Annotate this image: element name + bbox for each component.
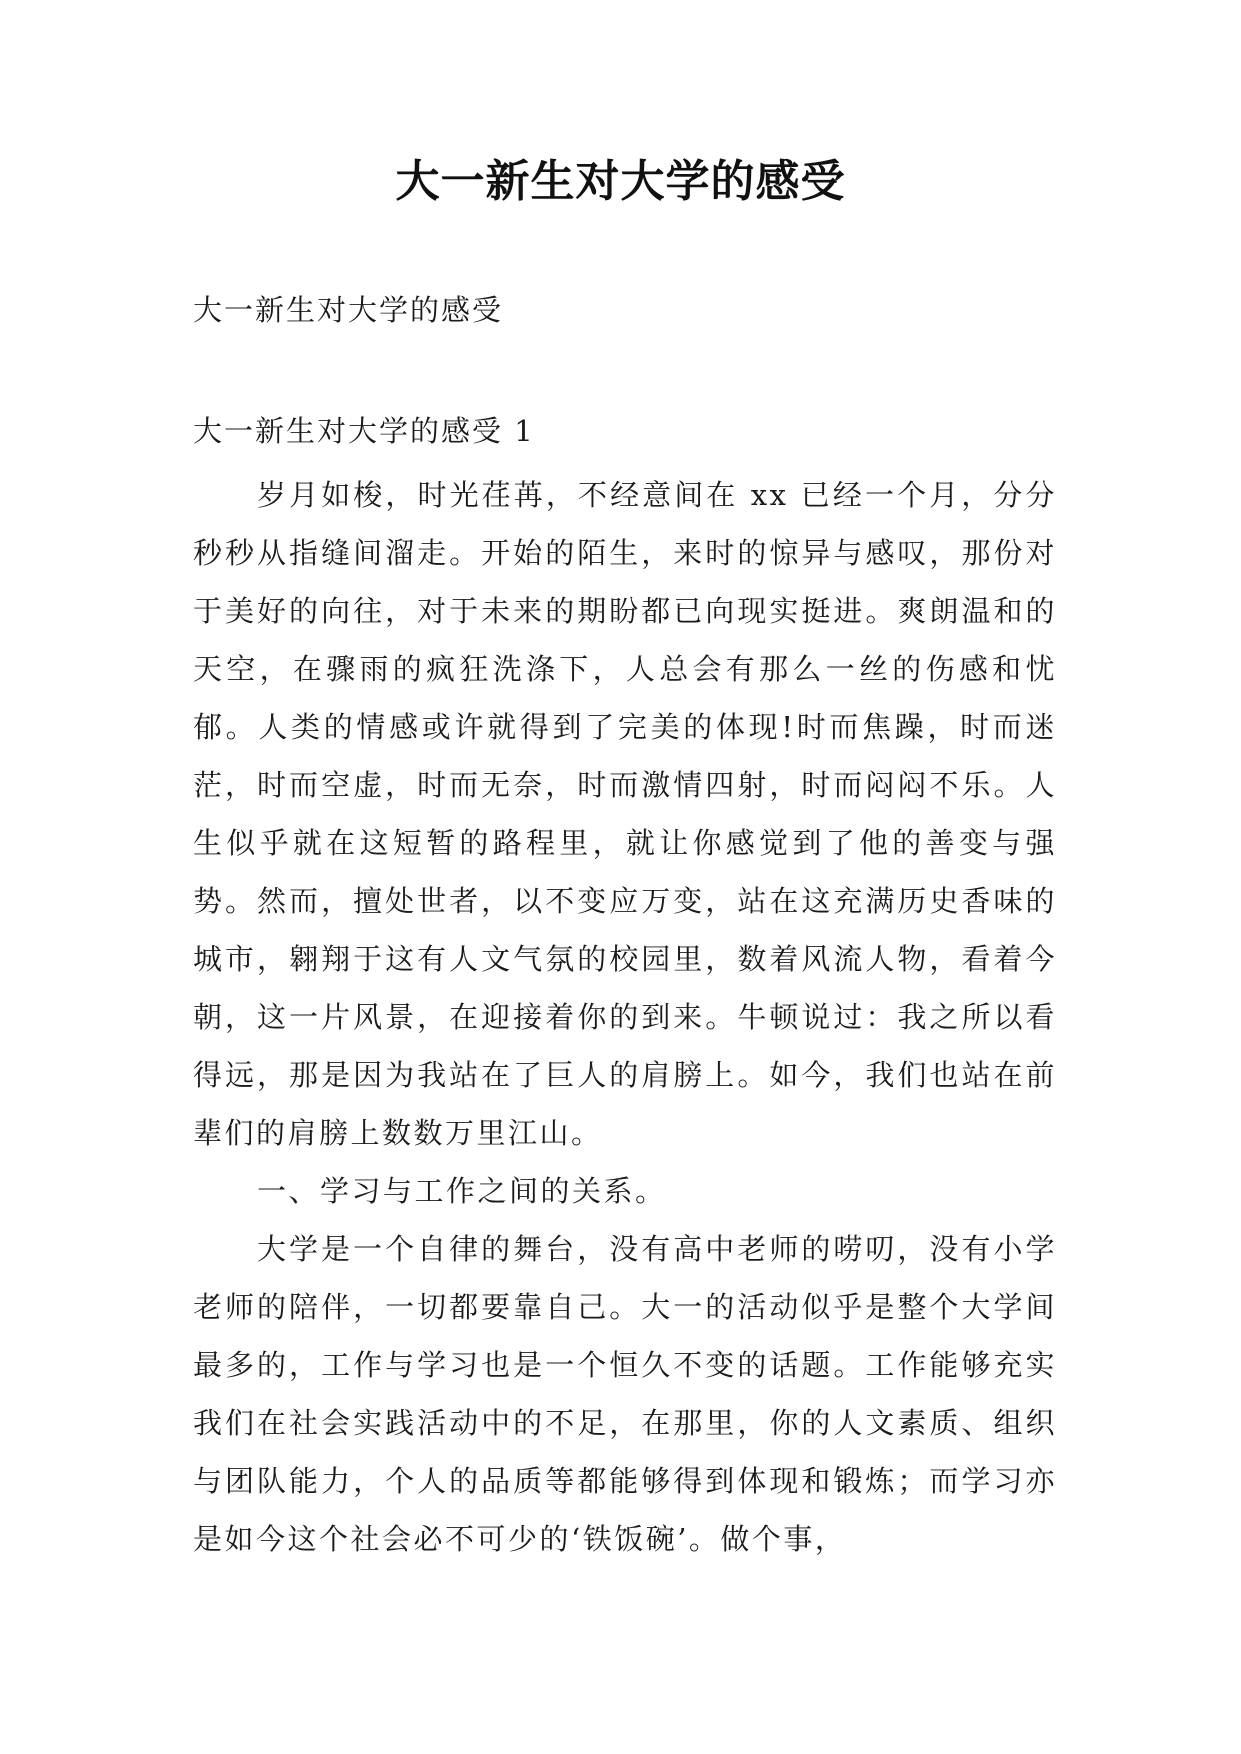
- document-body: [193, 466, 1057, 1568]
- document-title: 大一新生对大学的感受: [395, 156, 846, 207]
- body-paragraph: 大学是一个自律的舞台，没有高中老师的唠叨，没有小学老师的陪伴，一切都要靠自己。大一的活动似乎是整个大学间最多的，工作与学习也是一个恒久不变的话题。工作能够充实我们在社会实践活动中的不足，在那里，你的人文素质、组织与团队能力，个人的品质等都能够得到体现和锻炼；而学习亦是如今这个社会必不可少的‘铁饭碗’。做个事，: [193, 1232, 1057, 1556]
- section-heading: 大一新生对大学的感受 1: [193, 414, 535, 448]
- document-subtitle: 大一新生对大学的感受: [193, 293, 504, 327]
- body-paragraph: 一、学习与工作之间的关系。: [257, 1174, 667, 1208]
- body-paragraph: 岁月如梭，时光荏苒，不经意间在 xx 已经一个月，分分秒秒从指缝间溜走。开始的陌生，来时的惊异与感叹，那份对于美好的向往，对于未来的期盼都已向现实挺进。爽朗温和的天空，在骤雨的疯狂洗涤下，人总会有那么一丝的伤感和忧郁。人类的情感或许就得到了完美的体现!时而焦躁，时而迷茫，时而空虚，时而无奈，时而激情四射，时而闷闷不乐。人生似乎就在这短暂的路程里，就让你感觉到了他的善变与强势。然而，擅处世者，以不变应万变，站在这充满历史香味的城市，翱翔于这有人文气氛的校园里，数着风流人物，看着今朝，这一片风景，在迎接着你的到来。牛顿说过：我之所以看得远，那是因为我站在了巨人的肩膀上。如今，我们也站在前辈们的肩膀上数数万里江山。: [193, 478, 1057, 1150]
